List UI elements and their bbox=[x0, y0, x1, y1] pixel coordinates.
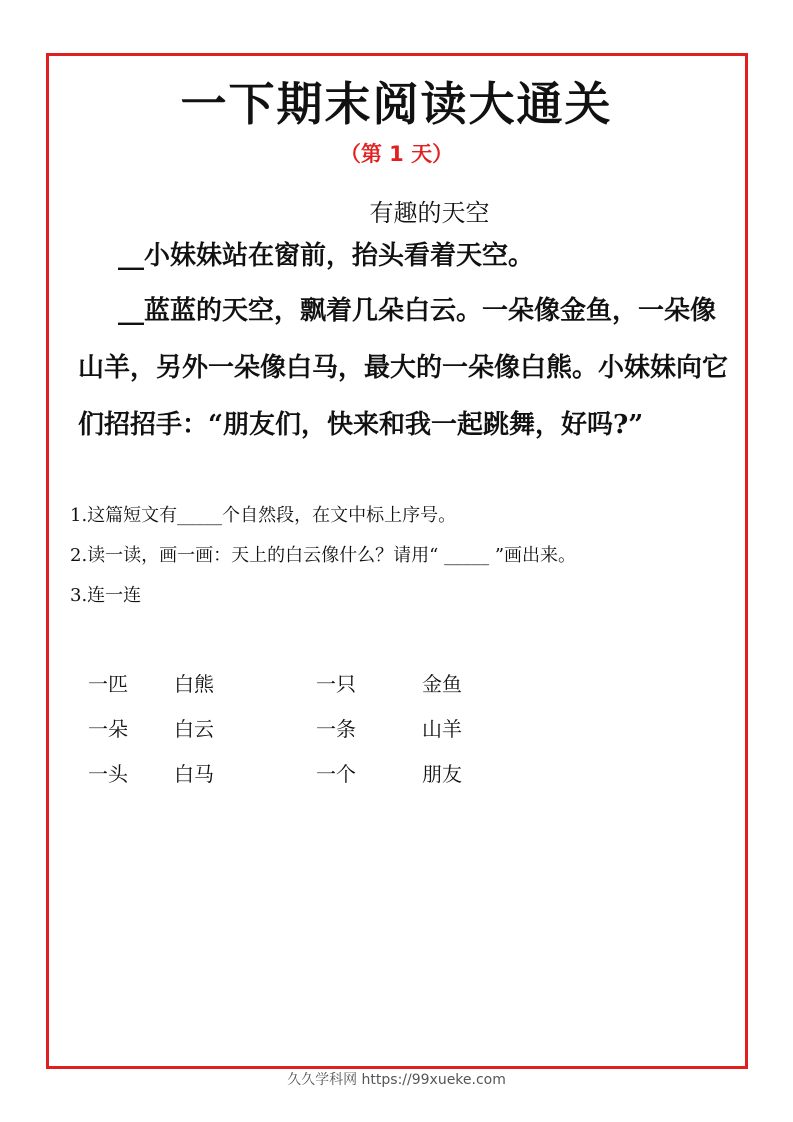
footer-watermark: 久久学科网 https://99xueke.com bbox=[287, 1072, 506, 1088]
measure-word: 一头 bbox=[88, 762, 128, 786]
noun: 朋友 bbox=[422, 762, 462, 786]
noun: 白云 bbox=[174, 717, 214, 741]
question-list bbox=[70, 500, 730, 620]
page-subtitle: （第 1 天） bbox=[339, 142, 454, 166]
measure-word: 一匹 bbox=[88, 672, 128, 696]
passage-paragraph-1: __小妹妹站在窗前，抬头看着天空。 bbox=[118, 241, 535, 271]
passage-title: 有趣的天空 bbox=[369, 199, 490, 227]
passage-paragraph-2: __蓝蓝的天空，飘着几朵白云。一朵像金鱼，一朵像山羊，另外一朵像白马，最大的一朵像白熊。小妹妹向它们招招手：“朋友们，快来和我一起跳舞，好吗?” bbox=[78, 296, 729, 440]
noun: 白熊 bbox=[174, 672, 214, 696]
noun: 白马 bbox=[174, 762, 214, 786]
measure-word: 一个 bbox=[316, 762, 356, 786]
page-title: 一下期末阅读大通关 bbox=[180, 77, 613, 131]
noun: 金鱼 bbox=[422, 672, 462, 696]
question-1: 1.这篇短文有_____个自然段，在文中标上序号。 bbox=[70, 505, 457, 526]
question-2: 2.读一读，画一画：天上的白云像什么？请用“ _____ ”画出来。 bbox=[70, 545, 577, 566]
measure-word: 一只 bbox=[316, 672, 356, 696]
measure-word: 一条 bbox=[316, 717, 356, 741]
question-3: 3.连一连 bbox=[70, 585, 142, 606]
measure-word: 一朵 bbox=[88, 717, 128, 741]
noun: 山羊 bbox=[422, 717, 462, 741]
